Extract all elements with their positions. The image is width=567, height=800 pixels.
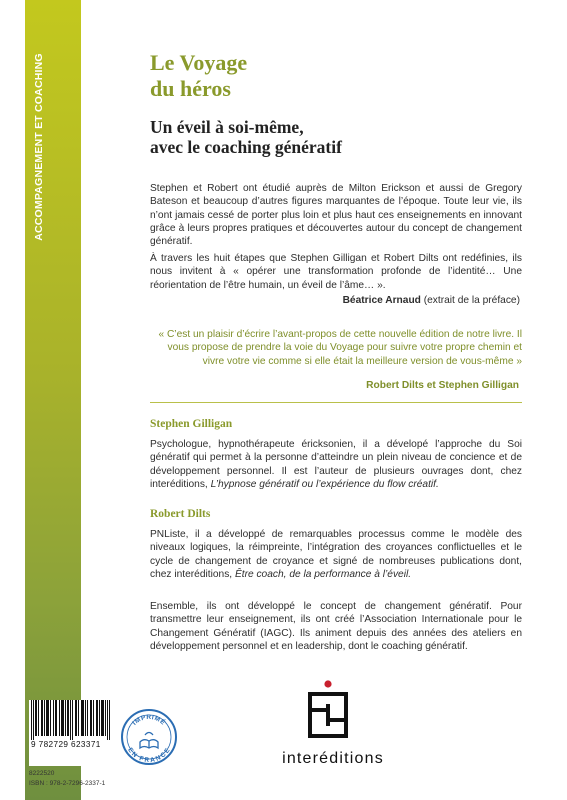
author-1-name: Stephen Gilligan	[150, 418, 233, 430]
author-1-book: L’hypnose génératif ou l’expérience du flow créatif.	[210, 478, 439, 490]
author-2-book: Être coach, de la performance à l’éveil.	[234, 568, 412, 580]
title-line-2: du héros	[150, 76, 231, 101]
subtitle-line-1: Un éveil à soi-même,	[150, 117, 304, 137]
author-1-bio: Psychologue, hypnothérapeute éricksonien, il a dévelopé l’approche du Soi génératif qui permet à la personne d’atteindre un plein niveau de concience et de développement personnel. Il est l’auteur de plusieurs ouvrages dont, chez interéditions, L’hypnose génératif ou l’expérience du flow créatif.	[150, 439, 522, 490]
collection-label: ACCOMPAGNEMENT ET COACHING	[33, 53, 45, 241]
isbn: ISBN : 978-2-7296-2337-1	[29, 780, 106, 787]
pull-quote-signature: Robert Dilts et Stephen Gilligan	[366, 380, 519, 391]
closing-paragraph: Ensemble, ils ont développé le concept de changement génératif. Pour transmettre leur enseignement, ils ont créé l’Association Internationale pour le Changement Génératif (IAGC). Ils animent depuis des années des ateliers en développement personnel et en leadership, dont le coaching génératif.	[150, 601, 522, 652]
product-code: 8222520	[29, 770, 55, 777]
book-subtitle	[150, 117, 342, 157]
publisher-logo	[304, 680, 352, 742]
seal-top-text: IMPRIMÉ	[131, 714, 167, 727]
preface-note: (extrait de la préface)	[420, 295, 520, 306]
barcode-bars	[29, 700, 113, 742]
pull-quote: « C’est un plaisir d’écrire l’avant-propos de cette nouvelle édition de notre livre. Il vous propose de prendre la voie du Voyage pour suivre votre propre chemin et vivre votre vie comme si elle était la meilleure version de vous-même »	[158, 329, 522, 367]
seal-bottom-text: EN FRANCE	[126, 746, 172, 765]
intro-paragraph-2: À travers les huit étapes que Stephen Gilligan et Robert Dilts ont redéfinies, ils nous invitent à « opérer une transformation profonde de l’identité… Une réorientation de l’être humain, un éveil de l’âme… ».	[150, 253, 522, 291]
preface-author: Béatrice Arnaud	[342, 295, 421, 306]
author-2-name: Robert Dilts	[150, 508, 211, 520]
section-divider	[150, 402, 522, 403]
barcode-number: 9 782729 623371	[31, 740, 101, 749]
subtitle-line-2: avec le coaching génératif	[150, 137, 342, 157]
book-title	[150, 50, 247, 102]
publisher-name: interéditions	[282, 750, 384, 767]
printed-in-france-seal	[120, 708, 178, 766]
author-2-bio: PNListe, il a développé de remarquables processus comme le modèle des niveaux logiques, la réimpreinte, l’intégration des croyances conflictuelles et le cycle de changement de croyance et signé de nombreuses publications dont, chez interéditions, Être coach, de la performance à l’éveil.	[150, 529, 522, 580]
barcode	[29, 700, 115, 766]
intro-paragraph-1: Stephen et Robert ont étudié auprès de Milton Erickson et aussi de Gregory Bateson et beaucoup d’autres figures marquantes de l’époque. Toute leur vie, ils n’ont jamais cessé de porter plus loin et plus haut ces enseignements en innovant grâce à leurs propres pratiques et découvertes autour du concept de changement génératif.	[150, 183, 522, 248]
title-line-1: Le Voyage	[150, 50, 248, 75]
preface-attribution	[150, 294, 520, 307]
logo-dot	[324, 680, 331, 687]
